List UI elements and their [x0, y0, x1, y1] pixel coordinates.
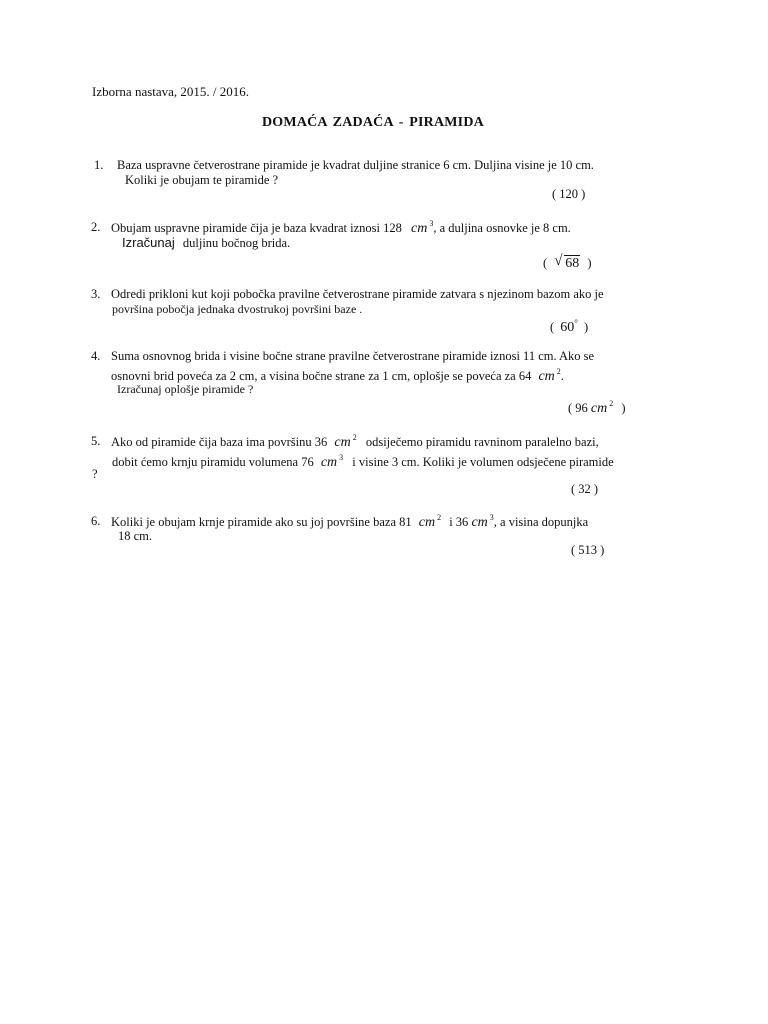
problem-answer: ( 120 ) — [552, 187, 586, 201]
problem-text-line: Baza uspravne četverostrane piramide je kvadrat duljine stranice 6 cm. Duljina visine je 10 cm. — [117, 158, 594, 172]
answer-close-paren: ) — [621, 401, 626, 415]
problem-number: 6. — [91, 514, 101, 528]
unit-cm: cm — [320, 455, 338, 470]
problem-text-line: Koliki je obujam te piramide ? — [125, 173, 279, 187]
answer-open-paren: ( — [543, 256, 548, 270]
problem-text: , a visina dopunjka — [493, 515, 589, 529]
radicand: 68 — [565, 256, 580, 271]
unit-exponent: 3 — [339, 453, 344, 462]
answer-open-paren: ( — [550, 320, 555, 334]
problem-answer — [550, 318, 588, 336]
answer-value: ( 96 — [568, 401, 588, 415]
page-title: DOMAĆA ZADAĆA - PIRAMIDA — [262, 115, 484, 130]
unit-cm: cm — [411, 221, 428, 236]
answer-close-paren: ) — [587, 256, 592, 270]
radical-sign: √ — [554, 253, 563, 269]
problem-text-line — [122, 235, 290, 251]
problem-text: Obujam uspravne piramide čija je baza kvadrat iznosi 128 — [111, 221, 402, 235]
course-header: Izborna nastava, 2015. / 2016. — [92, 84, 250, 99]
problem-text: dobit ćemo krnju piramidu volumena 76 — [112, 455, 314, 469]
problem-text-line: Odredi prikloni kut koji pobočka pravilne četverostrane piramide zatvara s njezinom bazom ako je — [111, 287, 604, 301]
unit-cm: cm — [590, 401, 608, 416]
problem-text-line — [111, 433, 599, 451]
problem-text: odsiječemo piramidu ravninom paralelno bazi, — [365, 435, 599, 449]
unit-exponent: 3 — [489, 513, 494, 522]
problem-text: Koliki je obujam krnje piramide ako su joj površine baza 81 — [111, 515, 412, 529]
problem-text: osnovni brid poveća za 2 cm, a visina bočne strane za 1 cm, oplošje se poveća za 64 — [111, 369, 532, 383]
problem-answer: ( 513 ) — [571, 543, 605, 557]
unit-exponent: 2 — [437, 513, 442, 522]
unit-exponent: 2 — [556, 367, 561, 376]
problem-text: i 36 — [449, 515, 469, 529]
unit-cm: cm — [538, 369, 555, 384]
problem-text-line: 18 cm. — [118, 529, 153, 543]
unit-exponent: 3 — [429, 219, 434, 228]
problem-answer — [543, 253, 592, 272]
problem-text-line: Suma osnovnog brida i visine bočne strane pravilne četverostrane piramide iznosi 11 cm. Ako se — [111, 349, 595, 363]
unit-cm: cm — [471, 515, 488, 530]
problem-text-line — [111, 513, 588, 531]
problem-answer — [568, 399, 626, 417]
problem-answer: ( 32 ) — [571, 482, 599, 496]
problem-text: , a duljina osnovke je 8 cm. — [433, 221, 571, 235]
problem-text-line: površina pobočja jednaka dvostrukoj površini baze . — [112, 302, 363, 316]
problem-text-line — [112, 453, 614, 471]
answer-value: 60 — [560, 320, 575, 335]
square-root — [554, 253, 580, 272]
problem-number: 5. — [91, 434, 101, 448]
unit-cm: cm — [334, 435, 351, 450]
problem-text-line: ? — [92, 467, 98, 481]
problem-number: 1. — [94, 158, 104, 172]
problem-text: i visine 3 cm. Koliki je volumen odsječene piramide — [352, 455, 614, 469]
degree-symbol: ° — [574, 318, 578, 328]
problem-number: 4. — [91, 349, 101, 363]
problem-text: Izračunaj — [122, 235, 175, 250]
problem-text: duljinu bočnog brida. — [182, 236, 291, 250]
unit-exponent: 2 — [609, 399, 614, 408]
problem-text-line: Izračunaj oplošje piramide ? — [117, 382, 254, 396]
problem-number: 3. — [91, 287, 101, 301]
problem-text: Ako od piramide čija baza ima površinu 36 — [111, 435, 328, 449]
unit-exponent: 2 — [352, 433, 357, 442]
unit-cm: cm — [418, 515, 436, 530]
problem-number: 2. — [91, 220, 101, 234]
problem-text: . — [560, 369, 564, 383]
answer-close-paren: ) — [584, 320, 589, 334]
